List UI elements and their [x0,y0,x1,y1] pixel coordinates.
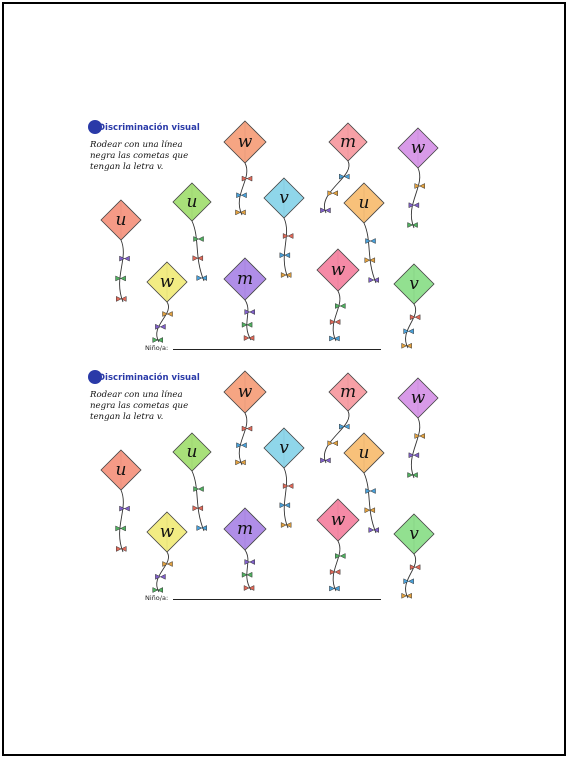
kite-bow-icon [335,554,345,559]
kite-letter: w [159,272,175,292]
kite-bow-icon [194,487,204,492]
kite-letter: w [159,522,175,542]
kite[interactable] [398,378,438,478]
worksheet-title: Discriminación visual [98,373,200,383]
kite-bow-icon [194,237,204,242]
kite[interactable] [224,121,266,215]
kite-bow-icon [339,424,349,429]
kite-bow-icon [242,426,252,431]
kite-letter: u [186,192,198,212]
kite-tail [324,411,349,463]
kite[interactable] [224,371,266,465]
kite-letter: u [358,193,370,213]
kite[interactable] [147,512,187,593]
kite-tail [192,471,204,531]
kite-bow-icon [415,434,425,439]
kite[interactable] [101,450,141,552]
kite-letter: m [236,269,254,289]
kite-letter: w [237,132,253,152]
kite-bow-icon [409,203,419,208]
kite-tail [245,550,251,590]
kite[interactable] [264,428,304,528]
kite-bow-icon [116,526,126,531]
worksheet-2 [0,250,568,602]
kite-letter: w [330,510,346,530]
kite-letter: u [358,443,370,463]
kite-bow-icon [410,565,420,570]
kite-letter: w [410,388,426,408]
name-label: Niño/a: [145,594,169,602]
kite[interactable] [173,433,211,531]
kite-letter: v [409,524,419,544]
kite-tail [406,554,416,598]
kite[interactable] [394,514,434,598]
kite-tail [120,490,124,552]
kite-letter: v [279,438,289,458]
kite-bow-icon [366,239,376,244]
kite-bow-icon [404,579,414,584]
kite-letter: m [236,519,254,539]
kite-bow-icon [369,528,379,533]
instruction-line: negra las cometas que [90,401,189,411]
kite[interactable] [398,128,438,228]
kite-bow-icon [236,193,246,198]
kite-letter: w [330,260,346,280]
kite-bow-icon [242,176,252,181]
kite-bow-icon [155,574,165,579]
kite-letter: m [339,382,357,402]
kite-tail [157,552,169,592]
kite-letter: v [279,188,289,208]
name-input-line[interactable] [173,599,381,600]
kite-tail [333,541,340,591]
worksheet-1 [0,0,568,352]
name-label: Niño/a: [145,344,169,352]
kite-bow-icon [153,588,163,593]
kite-bow-icon [328,441,338,446]
instruction-line: Rodear con una línea [90,390,183,400]
kite-bow-icon [409,453,419,458]
kite-bow-icon [120,506,130,511]
kite-letter: w [237,382,253,402]
kite-bow-icon [283,484,293,489]
kite-letter: v [409,274,419,294]
kite-letter: u [115,460,127,480]
kite-tail [324,161,349,213]
kite-bow-icon [339,174,349,179]
worksheet-title: Discriminación visual [98,123,200,133]
kite-letter: m [339,132,357,152]
kite-bow-icon [197,526,207,531]
kite-tail [411,168,419,228]
kite-bow-icon [245,560,255,565]
kite-bow-icon [236,443,246,448]
kite[interactable] [317,499,359,591]
kite-bow-icon [328,191,338,196]
kite-tail [411,418,419,478]
instruction-line: tengan la letra v. [90,412,164,422]
kite-letter: w [410,138,426,158]
kite-tail [284,468,288,528]
instruction-line: negra las cometas que [90,151,189,161]
kite-bow-icon [415,184,425,189]
kite-bow-icon [283,234,293,239]
kite-bow-icon [366,489,376,494]
kite[interactable] [224,508,266,591]
instruction-line: tengan la letra v. [90,162,164,172]
kite-tail [239,163,247,215]
kite-bow-icon [330,570,340,575]
kite-letter: u [186,442,198,462]
kite-tail [239,413,247,465]
instruction-line: Rodear con una línea [90,140,183,150]
kite-tail [364,473,376,533]
kite-letter: u [115,210,127,230]
kites-group [0,250,568,610]
